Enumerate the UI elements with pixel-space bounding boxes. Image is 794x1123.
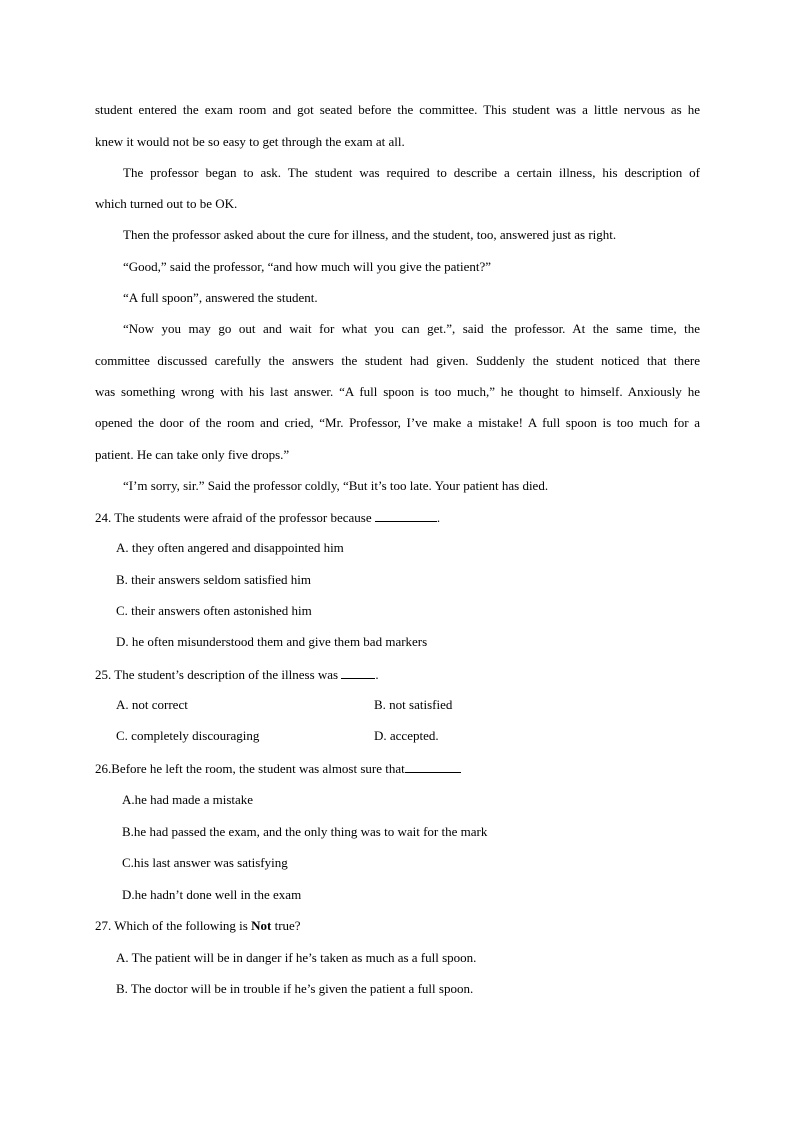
question-27-stem-post: true? <box>274 918 301 933</box>
answer-blank-26[interactable] <box>405 760 461 773</box>
passage-p1-line1: student entered the exam room and got seated before the committee. This student was a little nervous as he <box>95 102 700 117</box>
question-26-stem <box>95 760 700 777</box>
question-27-stem-bold: Not <box>251 918 272 933</box>
question-24-option-a: A. they often angered and disappointed him <box>116 540 344 555</box>
passage-p6-line5: patient. He can take only five drops.” <box>95 447 290 462</box>
question-24-stem <box>95 509 700 526</box>
question-26-option-d: D.he hadn’t done well in the exam <box>122 887 302 902</box>
question-25-option-b: B. not satisfied <box>374 697 453 712</box>
question-24-option-b: B. their answers seldom satisfied him <box>116 572 311 587</box>
passage-p6-line4: opened the door of the room and cried, “Mr. Professor, I’ve make a mistake! A full spoon is too much for a <box>95 415 700 430</box>
question-26-option-a: A.he had made a mistake <box>122 792 254 807</box>
question-26-option-b: B.he had passed the exam, and the only thing was to wait for the mark <box>122 824 488 839</box>
question-25-option-a: A. not correct <box>116 697 188 712</box>
answer-blank-24[interactable] <box>375 509 437 522</box>
question-25-option-d: D. accepted. <box>374 728 439 743</box>
passage-p2-line2: which turned out to be OK. <box>95 196 238 211</box>
question-24-stem-end: . <box>436 510 441 525</box>
passage-p4: “Good,” said the professor, “and how much will you give the patient?” <box>123 259 492 274</box>
question-27-stem-pre: 27. Which of the following is <box>95 918 248 933</box>
passage-p6-line3: was something wrong with his last answer. “A full spoon is too much,” he thought to himself. Anxiously he <box>95 384 700 399</box>
question-25-stem-text: 25. The student’s description of the illness was <box>95 667 339 682</box>
passage-p6-line2: committee discussed carefully the answers the student had given. Suddenly the student noticed that there <box>95 353 700 368</box>
question-27-stem <box>95 918 700 934</box>
question-24-option-c: C. their answers often astonished him <box>116 603 312 618</box>
question-25-stem <box>95 666 700 683</box>
passage-p6-line1: “Now you may go out and wait for what you can get.”, said the professor. At the same time, the <box>123 321 700 336</box>
passage-p1-line2: knew it would not be so easy to get through the exam at all. <box>95 134 405 149</box>
question-24-stem-text: 24. The students were afraid of the professor because <box>95 510 372 525</box>
passage-p3: Then the professor asked about the cure for illness, and the student, too, answered just as right. <box>123 227 617 242</box>
question-27-option-a: A. The patient will be in danger if he’s taken as much as a full spoon. <box>116 950 477 965</box>
question-25-option-c: C. completely discouraging <box>116 728 260 743</box>
question-24-option-d: D. he often misunderstood them and give them bad markers <box>116 634 428 649</box>
passage-p2-line1: The professor began to ask. The student was required to describe a certain illness, his description of <box>123 165 700 180</box>
answer-blank-25[interactable] <box>341 666 375 679</box>
question-26-stem-text: 26.Before he left the room, the student was almost sure that <box>95 761 405 776</box>
passage-p5: “A full spoon”, answered the student. <box>123 290 318 305</box>
question-26-option-c: C.his last answer was satisfying <box>122 855 288 870</box>
passage-p7: “I’m sorry, sir.” Said the professor coldly, “But it’s too late. Your patient has died. <box>123 478 549 493</box>
question-25-stem-end: . <box>375 667 379 682</box>
question-27-option-b: B. The doctor will be in trouble if he’s given the patient a full spoon. <box>116 981 474 996</box>
